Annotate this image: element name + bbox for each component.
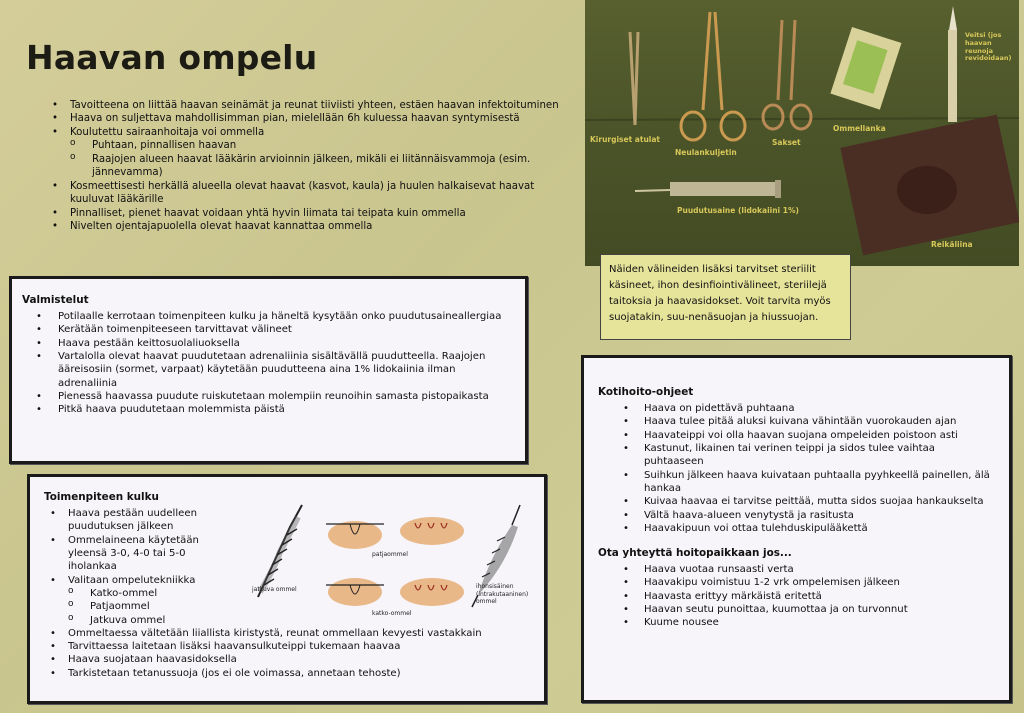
prep-panel xyxy=(9,276,528,464)
procedure-item: • Valitaan ompelutekniikka xyxy=(44,574,234,587)
procedure-item: • Tarvittaessa laitetaan lisäksi haavansulkuteippi tukemaan haavaa xyxy=(44,640,534,653)
suture-pack-icon xyxy=(830,27,901,110)
label-tweezers: Kirurgiset atulat xyxy=(590,135,661,144)
instruments-photo xyxy=(585,0,1019,266)
procedure-heading: Toimenpiteen kulku xyxy=(44,491,159,503)
contact-item: • Haava vuotaa runsaasti verta xyxy=(598,563,997,576)
scissors-icon xyxy=(763,20,811,129)
label-drape: Reikäliina xyxy=(931,240,973,249)
label-suture: Ommellanka xyxy=(833,124,886,133)
syringe-icon xyxy=(635,180,781,198)
procedure-item: • Tarkistetaan tetanussuoja (jos ei ole voimassa, annetaan tehoste) xyxy=(44,667,534,680)
label-mattress: patjaommel xyxy=(372,551,408,558)
label-syringe: Puudutusaine (lidokaiini 1%) xyxy=(677,206,799,215)
home-care-panel xyxy=(581,355,1012,703)
intro-item: • Nivelten ojentajapuolella olevat haavat kannattaa ommella xyxy=(46,220,566,233)
drape-icon xyxy=(840,115,1019,256)
home-care-heading: Kotihoito-ohjeet xyxy=(598,386,694,398)
note-box: Näiden välineiden lisäksi tarvitset steriilit käsineet, ihon desinfiointivälineet, steriilejä taitoksia ja haavasidokset. Voit tarvita myös suojatakin, suu-nenäsuojan ja hiussuojan. xyxy=(600,254,851,340)
label-scissors: Sakset xyxy=(772,138,801,147)
mattress-suture-icon xyxy=(326,517,464,549)
procedure-sub-item: o Katko-ommel xyxy=(44,587,534,600)
home-care-item: • Haavakipuun voi ottaa tulehduskipulääkettä xyxy=(598,522,997,535)
prep-item: • Pitkä haava puudutetaan molemmista päistä xyxy=(22,403,513,416)
procedure-item: • Ommelaineena käytetään yleensä 3-0, 4-0 tai 5-0 iholankaa xyxy=(44,534,234,574)
contact-item: • Haavakipu voimistuu 1-2 vrk ompelemisen jälkeen xyxy=(598,576,997,589)
prep-item: • Potilaalle kerrotaan toimenpiteen kulku ja häneltä kysytään onko puudutusaineallergiaa xyxy=(22,310,513,323)
procedure-sub-item: o Patjaommel xyxy=(44,600,534,613)
intro-sub-item: o Puhtaan, pinnallisen haavan xyxy=(46,139,566,152)
prep-heading: Valmistelut xyxy=(22,294,89,306)
contact-item: • Haavan seutu punoittaa, kuumottaa ja on turvonnut xyxy=(598,603,997,616)
tweezers-icon xyxy=(630,32,638,125)
scalpel-icon xyxy=(948,6,957,122)
contact-heading: Ota yhteyttä hoitopaikkaan jos... xyxy=(598,547,792,560)
prep-item: • Haava pestään keittosuolaliuoksella xyxy=(22,337,513,350)
instruments-illustration xyxy=(585,0,1019,266)
suture-diagram xyxy=(250,497,540,627)
label-interrupted: katko-ommel xyxy=(372,610,412,617)
intro-item: • Haava on suljettava mahdollisimman pian, mielellään 6h kuluessa haavan syntymisestä xyxy=(46,112,566,125)
procedure-item: • Ommeltaessa vältetään liiallista kiristystä, reunat ommellaan kevyesti vastakkain xyxy=(44,627,534,640)
home-care-item: • Suihkun jälkeen haava kuivataan puhtaalla pyyhkeellä painellen, älä hankaa xyxy=(598,469,997,496)
interrupted-suture-icon xyxy=(326,578,464,606)
procedure-sub-item: o Jatkuva ommel xyxy=(44,614,534,627)
procedure-item: • Haava suojataan haavasidoksella xyxy=(44,653,534,666)
page-title: Haavan ompelu xyxy=(26,38,318,77)
home-care-item: • Kastunut, likainen tai verinen teippi ja sidos tulee vaihtaa puhtaaseen xyxy=(598,442,997,469)
intro-item: • Tavoitteena on liittää haavan seinämät ja reunat tiiviisti yhteen, estäen haavan infektoituminen xyxy=(46,99,566,112)
intro-item: • Pinnalliset, pienet haavat voidaan yhtä hyvin liimata tai teipata kuin ommella xyxy=(46,207,566,220)
label-needle-holder: Neulankuljetin xyxy=(675,148,737,157)
contact-item: • Haavasta erittyy märkäistä eritettä xyxy=(598,590,997,603)
continuous-suture-icon xyxy=(258,505,302,597)
intro-list xyxy=(46,99,566,234)
procedure-item: • Haava pestään uudelleen puudutuksen jälkeen xyxy=(44,507,234,534)
home-care-item: • Haava tulee pitää aluksi kuivana vähintään vuorokauden ajan xyxy=(598,415,997,428)
intro-sub-item: o Raajojen alueen haavat lääkärin arvioinnin jälkeen, mikäli ei liitännäisvammoja (esim. jännevamma) xyxy=(46,153,566,180)
label-intracutaneous: ihonsisäinen (intrakutaaninen) ommel xyxy=(476,583,529,605)
prep-item: • Kerätään toimenpiteeseen tarvittavat välineet xyxy=(22,323,513,336)
procedure-panel xyxy=(27,474,547,704)
home-care-item: • Haavateippi voi olla haavan suojana ompeleiden poistoon asti xyxy=(598,429,997,442)
home-care-item: • Kuivaa haavaa ei tarvitse peittää, mutta sidos suojaa hankaukselta xyxy=(598,495,997,508)
home-care-item: • Vältä haava-alueen venytystä ja rasitusta xyxy=(598,509,997,522)
intro-item: • Kosmeettisesti herkällä alueella olevat haavat (kasvot, kaula) ja huulen halkaisevat haavat kuuluvat lääkärille xyxy=(46,180,566,207)
prep-item: • Pienessä haavassa puudute ruiskutetaan molempiin reunoihin samasta pistopaikasta xyxy=(22,390,513,403)
prep-item: • Vartalolla olevat haavat puudutetaan adrenaliinia sisältävällä puudutteella. Raajojen ääreisosiin (sormet, varpaat) käytetään puudutteena aina 1% lidokaiinia ilman adrenaliinia xyxy=(22,350,513,390)
intro-item: • Koulutettu sairaanhoitaja voi ommella xyxy=(46,126,566,139)
label-scalpel: Veitsi (jos haavan reunoja revidoidaan) xyxy=(965,31,1012,63)
needle-holder-icon xyxy=(681,12,745,140)
label-continuous: jatkuva ommel xyxy=(252,586,297,593)
contact-item: • Kuume nousee xyxy=(598,616,997,629)
home-care-item: • Haava on pidettävä puhtaana xyxy=(598,402,997,415)
